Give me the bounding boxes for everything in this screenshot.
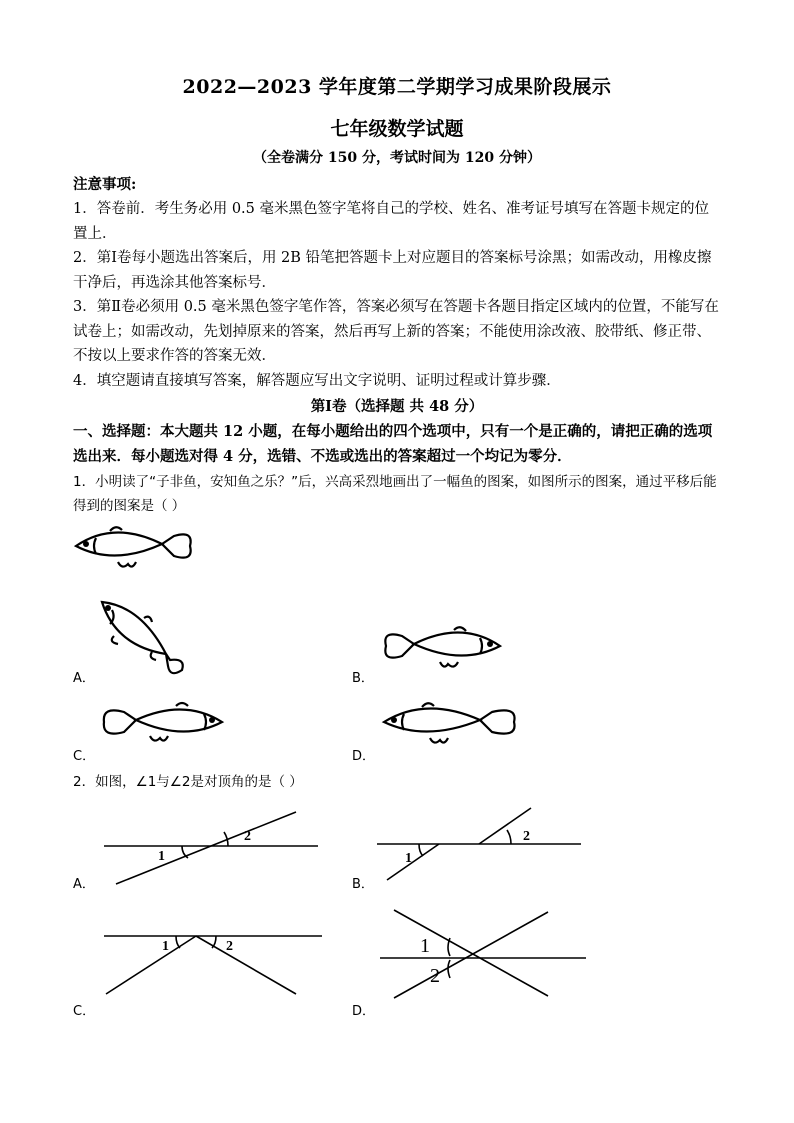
angle-2-label: 2: [523, 829, 530, 844]
q1-option-b-label: B．: [352, 671, 374, 686]
fish-original-figure: [74, 522, 196, 572]
exam-subtitle: 七年级数学试题: [330, 118, 464, 140]
q1-option-c-label: C．: [73, 749, 96, 764]
section-instruction: 一、选择题：本大题共 12 小题，在每小题给出的四个选项中，只有一个是正确的，请把正确的选项选出来．每小题选对得 4 分，选错、不选或选出的答案超过一个均记为零分．: [73, 423, 713, 465]
angle-option-d-figure: [380, 908, 590, 1000]
angle-1-label: 1: [162, 939, 169, 954]
q2-option-d-label: D．: [352, 1004, 376, 1019]
angle-option-a-figure: [100, 808, 322, 888]
q1-option-a-label: A．: [73, 671, 95, 686]
section-title: 第Ⅰ卷（选择题 共 48 分）: [310, 398, 484, 415]
angle-option-c-figure: [100, 928, 326, 1000]
angle-2-label: 2: [226, 939, 233, 954]
angle-1-label: 1: [158, 849, 165, 864]
angle-2-label: 2: [430, 965, 440, 987]
notes-heading: 注意事项:: [73, 176, 137, 193]
angle-option-b-figure: [375, 808, 585, 888]
exam-title: 2022—2023 学年度第二学期学习成果阶段展示: [182, 76, 612, 98]
fish-option-b-figure: [380, 622, 502, 672]
angle-1-label: 1: [420, 935, 430, 957]
question-2-text: 2．如图，∠1与∠2是对顶角的是（ ）: [73, 774, 303, 790]
q1-option-d-label: D．: [352, 749, 376, 764]
note-item-2: 2．第Ⅰ卷每小题选出答案后，用 2B 铅笔把答题卡上对应题目的答案标号涂黑；如需改动，用橡皮擦干净后，再选涂其他答案标号．: [73, 250, 712, 291]
note-item-1: 1．答卷前．考生务必用 0.5 毫米黑色签字笔将自己的学校、姓名、准考证号填写在答题卡规定的位置上．: [73, 201, 709, 242]
exam-note: （全卷满分 150 分，考试时间为 120 分钟）: [253, 150, 541, 166]
q2-option-c-label: C．: [73, 1004, 96, 1019]
fish-option-c-figure: [100, 698, 224, 748]
note-item-3: 3．第Ⅱ卷必须用 0.5 毫米黑色签字笔作答，答案必须写在答题卡各题目指定区域内的位置，不能写在试卷上；如需改动，先划掉原来的答案，然后再写上新的答案；不能使用涂改液、胶带纸、修正带、不按以上要求作答的答案无效．: [73, 299, 719, 364]
note-item-4: 4．填空题请直接填写答案，解答题应写出文字说明、证明过程或计算步骤．: [73, 373, 561, 389]
angle-1-label: 1: [405, 851, 412, 866]
fish-option-d-figure: [382, 698, 522, 748]
q2-option-a-label: A．: [73, 877, 95, 892]
angle-2-label: 2: [244, 829, 251, 844]
fish-option-a-figure: [96, 596, 196, 676]
q2-option-b-label: B．: [352, 877, 374, 892]
question-1-text: 1．小明读了“子非鱼，安知鱼之乐？”后，兴高采烈地画出了一幅鱼的图案，如图所示的图案，通过平移后能得到的图案是（ ）: [73, 474, 717, 514]
